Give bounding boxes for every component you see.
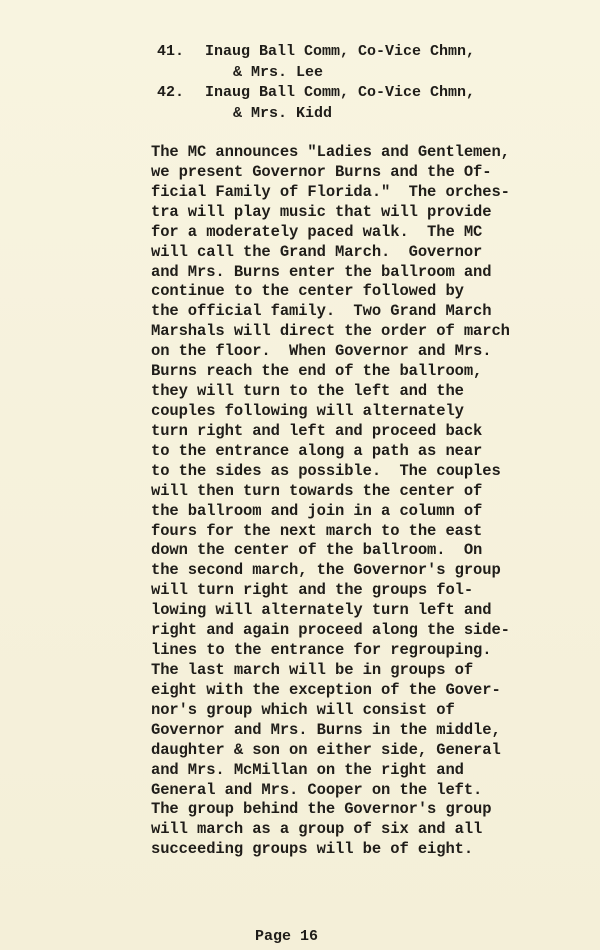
paragraph-line: The group behind the Governor's group <box>151 800 492 819</box>
list-item-text: Inaug Ball Comm, Co-Vice Chmn, <box>205 43 476 60</box>
paragraph-line: the official family. Two Grand March <box>151 302 492 321</box>
paragraph-line: eight with the exception of the Gover- <box>151 680 501 699</box>
list-item-continuation: & Mrs. Kidd <box>233 104 333 122</box>
list-item-continuation: & Mrs. Lee <box>233 63 324 81</box>
paragraph-line: and Mrs. McMillan on the right and <box>151 760 464 779</box>
paragraph-line: Marshals will direct the order of march <box>151 322 510 341</box>
list-item-text: Inaug Ball Comm, Co-Vice Chmn, <box>205 84 476 101</box>
paragraph-line: Burns reach the end of the ballroom, <box>151 362 483 381</box>
paragraph-line: couples following will alternately <box>151 401 464 420</box>
paragraph-line: will turn right and the groups fol- <box>151 581 474 600</box>
paragraph-line: for a moderately paced walk. The MC <box>151 222 483 241</box>
paragraph-line: the second march, the Governor's group <box>151 561 501 580</box>
list-item-number: 41. <box>157 43 185 60</box>
paragraph-line: on the floor. When Governor and Mrs. <box>151 342 492 361</box>
paragraph-line: daughter & son on either side, General <box>151 740 501 759</box>
numbered-list <box>157 42 475 124</box>
paragraph-line: The MC announces "Ladies and Gentlemen, <box>151 143 510 161</box>
list-item <box>157 83 475 104</box>
paragraph-line: will then turn towards the center of <box>151 481 483 500</box>
page-number: Page 16 <box>255 928 319 945</box>
paragraph-line: will march as a group of six and all <box>151 820 483 839</box>
paragraph-line: right and again proceed along the side- <box>151 621 510 640</box>
paragraph-line: succeeding groups will be of eight. <box>151 840 474 859</box>
paragraph-line: nor's group which will consist of <box>151 700 455 719</box>
paragraph-line: Governor and Mrs. Burns in the middle, <box>151 720 501 739</box>
list-item-number: 42. <box>157 84 185 101</box>
paragraph-line: tra will play music that will provide <box>151 202 492 221</box>
paragraph-line: ficial Family of Florida." The orches- <box>151 182 510 201</box>
body-paragraph <box>151 143 510 860</box>
paragraph-line: and Mrs. Burns enter the ballroom and <box>151 262 492 281</box>
paragraph-line: continue to the center followed by <box>151 282 464 301</box>
paragraph-line: The last march will be in groups of <box>151 660 474 679</box>
paragraph-line: General and Mrs. Cooper on the left. <box>151 780 483 799</box>
paragraph-line: to the entrance along a path as near <box>151 441 483 460</box>
paragraph-line: we present Governor Burns and the Of- <box>151 162 492 181</box>
paragraph-line: to the sides as possible. The couples <box>151 461 501 480</box>
paragraph-line: lowing will alternately turn left and <box>151 601 492 620</box>
paragraph-line: they will turn to the left and the <box>151 382 464 401</box>
paragraph-line: lines to the entrance for regrouping. <box>151 641 492 660</box>
paragraph-line: fours for the next march to the east <box>151 521 483 540</box>
paragraph-line: down the center of the ballroom. On <box>151 541 483 560</box>
list-item <box>157 42 475 63</box>
paragraph-line: the ballroom and join in a column of <box>151 501 483 520</box>
paragraph-line: turn right and left and proceed back <box>151 421 483 440</box>
paragraph-line: will call the Grand March. Governor <box>151 242 483 261</box>
